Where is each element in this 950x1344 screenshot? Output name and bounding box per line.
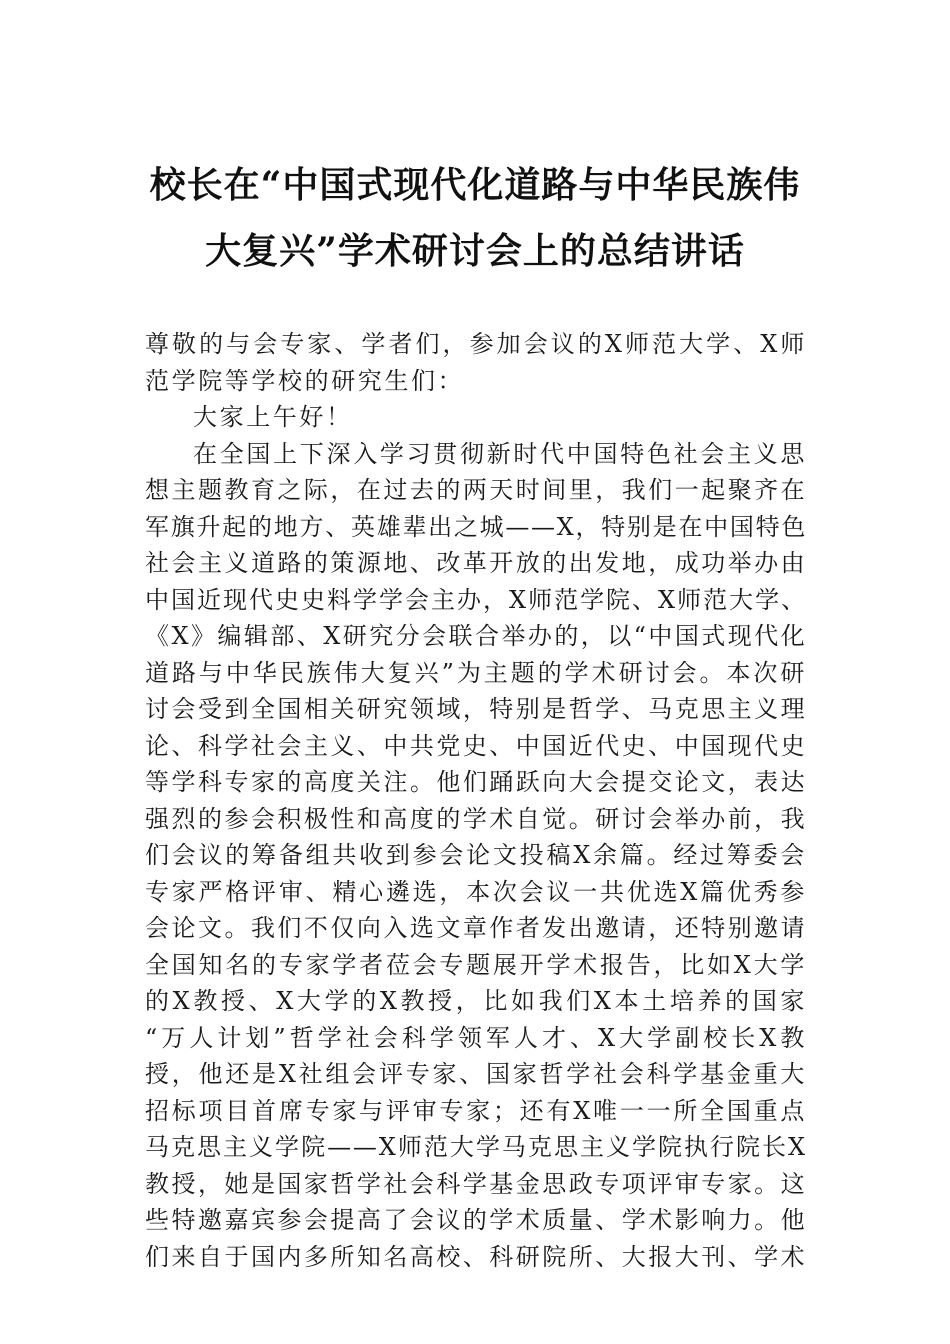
body-line: 论、科学社会主义、中共党史、中国近代史、中国现代史 xyxy=(145,731,807,760)
body-line: 尊敬的与会专家、学者们，参加会议的X师范大学、X师 xyxy=(145,330,807,358)
body-line: 的X教授、X大学的X教授，比如我们X本土培养的国家 xyxy=(145,987,807,1015)
body-line: 马克思主义学院——X师范大学马克思主义学院执行院长X xyxy=(145,1133,807,1161)
body-line: 讨会受到全国相关研究领域，特别是哲学、马克思主义理 xyxy=(145,695,807,723)
body-line: 军旗升起的地方、英雄辈出之城——X，特别是在中国特色 xyxy=(145,512,807,541)
title-line: 大复兴”学术研讨会上的总结讲话 xyxy=(205,230,745,272)
document-title xyxy=(140,152,810,284)
body-line: 中国近现代史史料学学会主办，X师范学院、X师范大学、 xyxy=(145,585,807,614)
body-line: 社会主义道路的策源地、改革开放的出发地，成功举办由 xyxy=(145,549,807,577)
body-line: 大家上午好！ xyxy=(193,403,353,431)
body-line: 想主题教育之际，在过去的两天时间里，我们一起聚齐在 xyxy=(145,476,807,504)
title-line: 校长在“中国式现代化道路与中华民族伟 xyxy=(149,164,801,206)
body-line: 等学科专家的高度关注。他们踊跃向大会提交论文，表达 xyxy=(145,768,807,796)
body-line: “万人计划”哲学社会科学领军人才、X大学副校长X教 xyxy=(145,1023,807,1052)
body-line: 些特邀嘉宾参会提高了会议的学术质量、学术影响力。他 xyxy=(145,1206,807,1234)
body-line: 强烈的参会积极性和高度的学术自觉。研讨会举办前，我 xyxy=(145,804,807,833)
body-line: 《X》编辑部、X研究分会联合举办的，以“中国式现代化 xyxy=(145,622,807,650)
body-line: 范学院等学校的研究生们： xyxy=(145,366,465,395)
body-line: 们来自于国内多所知名高校、科研院所、大报大刊、学术 xyxy=(145,1242,807,1271)
body-line: 道路与中华民族伟大复兴”为主题的学术研讨会。本次研 xyxy=(145,658,807,687)
body-line: 教授，她是国家哲学社会科学基金思政专项评审专家。这 xyxy=(145,1169,807,1198)
body-line: 招标项目首席专家与评审专家；还有X唯一一所全国重点 xyxy=(145,1096,807,1125)
body-line: 在全国上下深入学习贯彻新时代中国特色社会主义思 xyxy=(193,439,807,468)
body-line: 们会议的筹备组共收到参会论文投稿X余篇。经过筹委会 xyxy=(145,841,807,869)
body-line: 全国知名的专家学者莅会专题展开学术报告，比如X大学 xyxy=(145,950,807,979)
body-line: 专家严格评审、精心遴选，本次会议一共优选X篇优秀参 xyxy=(145,877,807,906)
body-line: 授，他还是X社组会评专家、国家哲学社会科学基金重大 xyxy=(145,1060,807,1088)
body-line: 会论文。我们不仅向入选文章作者发出邀请，还特别邀请 xyxy=(145,914,807,942)
document-body xyxy=(145,326,807,1275)
